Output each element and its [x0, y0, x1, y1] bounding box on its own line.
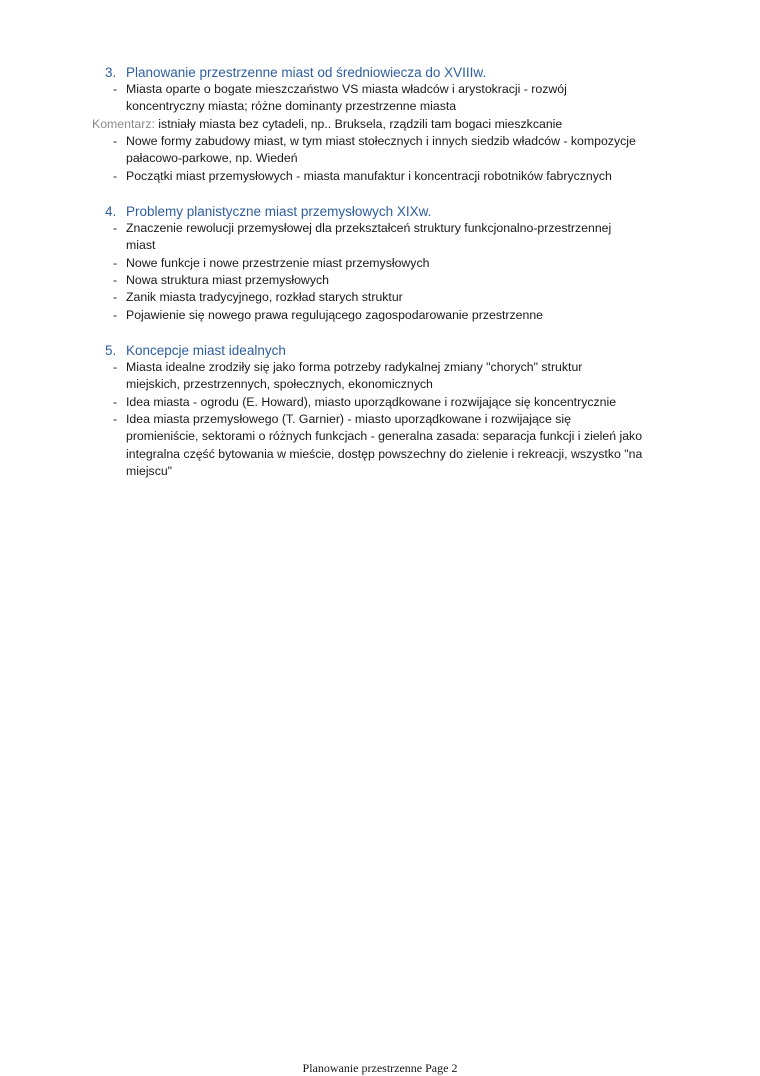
bullet-dash: - — [113, 308, 118, 322]
bullet-line: miejscu" — [126, 464, 173, 478]
comment-label: Komentarz: — [92, 117, 155, 131]
bullet-line: integralna część bytowania w mieście, dostęp powszechny do zielenie i rekreacji, wszystko "na — [126, 447, 643, 461]
comment — [92, 116, 562, 133]
bullet-line: miejskich, przestrzennych, społecznych, ekonomicznych — [126, 377, 433, 391]
bullet-dash: - — [113, 412, 118, 426]
bullet-line: Idea miasta - ogrodu (E. Howard), miasto uporządkowane i rozwijające się koncentrycznie — [126, 395, 617, 409]
bullet-line: promieniście, sektorami o różnych funkcjach - generalna zasada: separacja funkcji i zieleń jako — [126, 429, 643, 443]
bullet-line: Nowa struktura miast przemysłowych — [126, 273, 329, 287]
bullet-dash: - — [113, 134, 118, 148]
bullet-dash: - — [113, 169, 118, 183]
bullet-line: Nowe funkcje i nowe przestrzenie miast przemysłowych — [126, 256, 430, 270]
section-heading-3 — [105, 64, 486, 81]
bullet-line: pałacowo-parkowe, np. Wiedeń — [126, 151, 298, 165]
section-title: Koncepcje miast idealnych — [126, 343, 286, 358]
section-title: Problemy planistyczne miast przemysłowych XIXw. — [126, 204, 432, 219]
bullet-line: Miasta oparte o bogate mieszczaństwo VS miasta władców i arystokracji - rozwój — [126, 82, 567, 96]
bullet-line: koncentryczny miasta; różne dominanty przestrzenne miasta — [126, 99, 457, 113]
comment-text: istniały miasta bez cytadeli, np.. Bruksela, rządzili tam bogaci mieszkcanie — [154, 117, 563, 131]
section-number: 5. — [105, 343, 117, 358]
section-title: Planowanie przestrzenne miast od średniowiecza do XVIIIw. — [126, 65, 487, 80]
bullet-line: Idea miasta przemysłowego (T. Garnier) - miasto uporządkowane i rozwijające się — [126, 412, 571, 426]
section-heading-4 — [105, 203, 431, 220]
section-number: 3. — [105, 65, 117, 80]
bullet-line: Pojawienie się nowego prawa regulującego zagospodarowanie przestrzenne — [126, 308, 543, 322]
bullet-dash: - — [113, 221, 118, 235]
bullet-line: Zanik miasta tradycyjnego, rozkład starych struktur — [126, 290, 403, 304]
bullet-line: Miasta idealne zrodziły się jako forma potrzeby radykalnej zmiany "chorych" struktur — [126, 360, 583, 374]
bullet-dash: - — [113, 360, 118, 374]
bullet-line: miast — [126, 238, 156, 252]
bullet-line: Znaczenie rewolucji przemysłowej dla przekształceń struktury funkcjonalno-przestrzennej — [126, 221, 612, 235]
bullet-dash: - — [113, 290, 118, 304]
bullet-dash: - — [113, 82, 118, 96]
section-number: 4. — [105, 204, 117, 219]
page-footer: Planowanie przestrzenne Page 2 — [302, 1061, 458, 1075]
bullet-dash: - — [113, 273, 118, 287]
bullet-dash: - — [113, 395, 118, 409]
bullet-dash: - — [113, 256, 118, 270]
bullet-line: Nowe formy zabudowy miast, w tym miast stołecznych i innych siedzib władców - kompozycje — [126, 134, 636, 148]
bullet-line: Początki miast przemysłowych - miasta manufaktur i koncentracji robotników fabrycznych — [126, 169, 612, 183]
section-heading-5 — [105, 342, 286, 359]
